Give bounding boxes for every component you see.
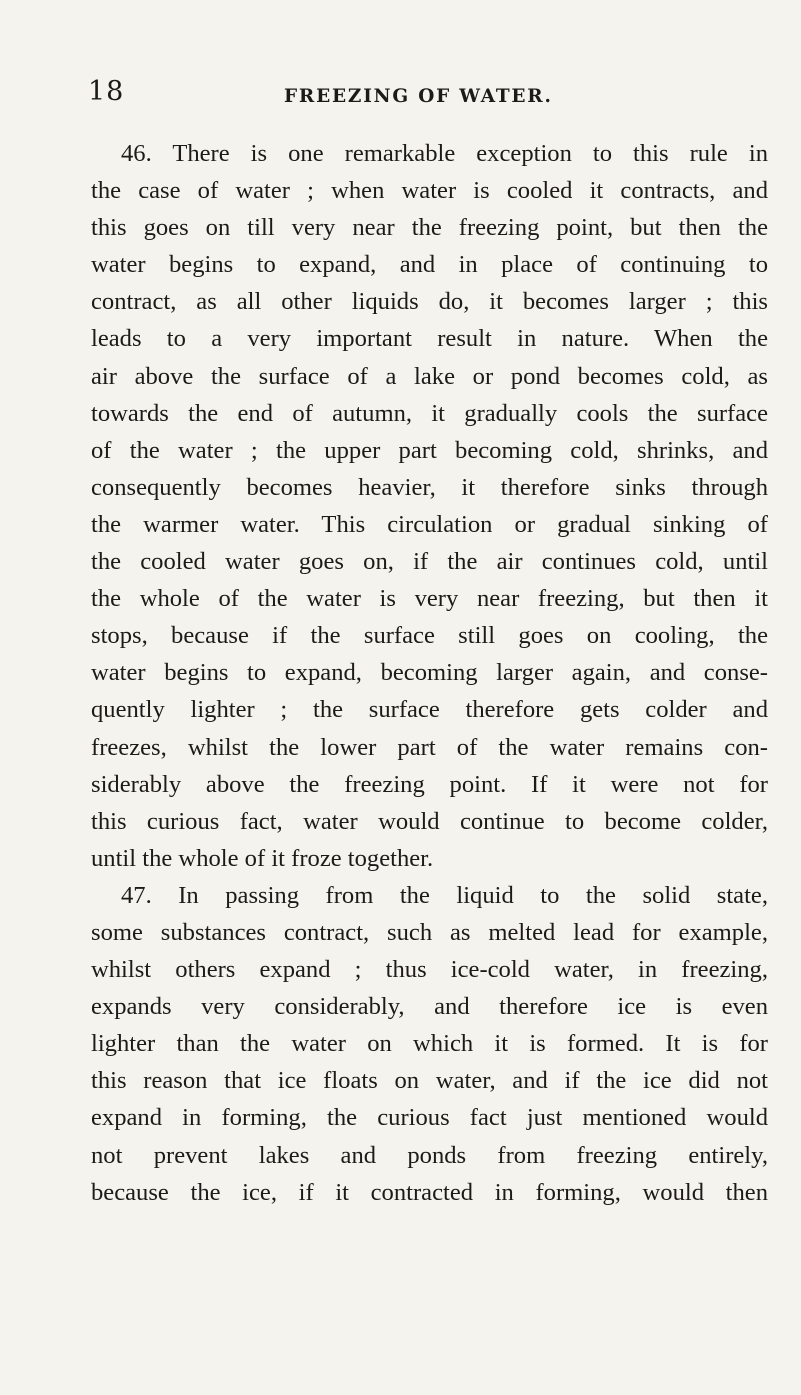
page-header [88, 76, 768, 116]
text-line: of the water ; the upper part becoming cold, shrinks, and [91, 436, 768, 464]
text-line: expand in forming, the curious fact just mentioned would [91, 1104, 768, 1132]
text-line: towards the end of autumn, it gradually cools the surface [91, 399, 768, 427]
text-line: quently lighter ; the surface therefore gets colder and [91, 696, 768, 724]
page-number: 18 [88, 76, 125, 107]
text-line: water begins to expand, becoming larger again, and conse- [91, 659, 768, 687]
text-line: siderably above the freezing point. If it were not for [91, 770, 768, 798]
text-line: the cooled water goes on, if the air continues cold, until [91, 548, 768, 576]
body-text [91, 135, 768, 1211]
text-line: water begins to expand, and in place of continuing to [91, 251, 768, 279]
text-line: stops, because if the surface still goes on cooling, the [91, 622, 768, 650]
running-title: FREEZING OF WATER. [284, 86, 553, 107]
paragraph-46-line: 46. There is one remarkable exception to this rule in [121, 140, 768, 167]
text-line: this reason that ice floats on water, and if the ice did not [91, 1067, 768, 1095]
text-line: lighter than the water on which it is formed. It is for [91, 1030, 768, 1058]
text-line: the whole of the water is very near freezing, but then it [91, 585, 768, 613]
text-line: contract, as all other liquids do, it becomes larger ; this [91, 288, 768, 316]
text-line: consequently becomes heavier, it therefore sinks through [91, 473, 768, 501]
text-line: leads to a very important result in nature. When the [91, 325, 768, 353]
text-line: not prevent lakes and ponds from freezing entirely, [91, 1141, 768, 1169]
text-line: the warmer water. This circulation or gradual sinking of [91, 510, 768, 538]
text-line: air above the surface of a lake or pond becomes cold, as [91, 362, 768, 390]
text-line: this curious fact, water would continue to become colder, [91, 807, 768, 835]
text-line: whilst others expand ; thus ice-cold water, in freezing, [91, 956, 768, 984]
text-line: expands very considerably, and therefore ice is even [91, 993, 768, 1021]
paragraph-end-line: until the whole of it froze together. [91, 844, 434, 872]
text-line: some substances contract, such as melted lead for example, [91, 918, 768, 946]
text-line: the case of water ; when water is cooled it contracts, and [91, 177, 768, 205]
paragraph-47-line: 47. In passing from the liquid to the solid state, [121, 881, 768, 909]
text-line: freezes, whilst the lower part of the water remains con- [91, 733, 768, 761]
text-line: this goes on till very near the freezing point, but then the [91, 214, 768, 242]
text-line: because the ice, if it contracted in forming, would then [91, 1178, 768, 1206]
